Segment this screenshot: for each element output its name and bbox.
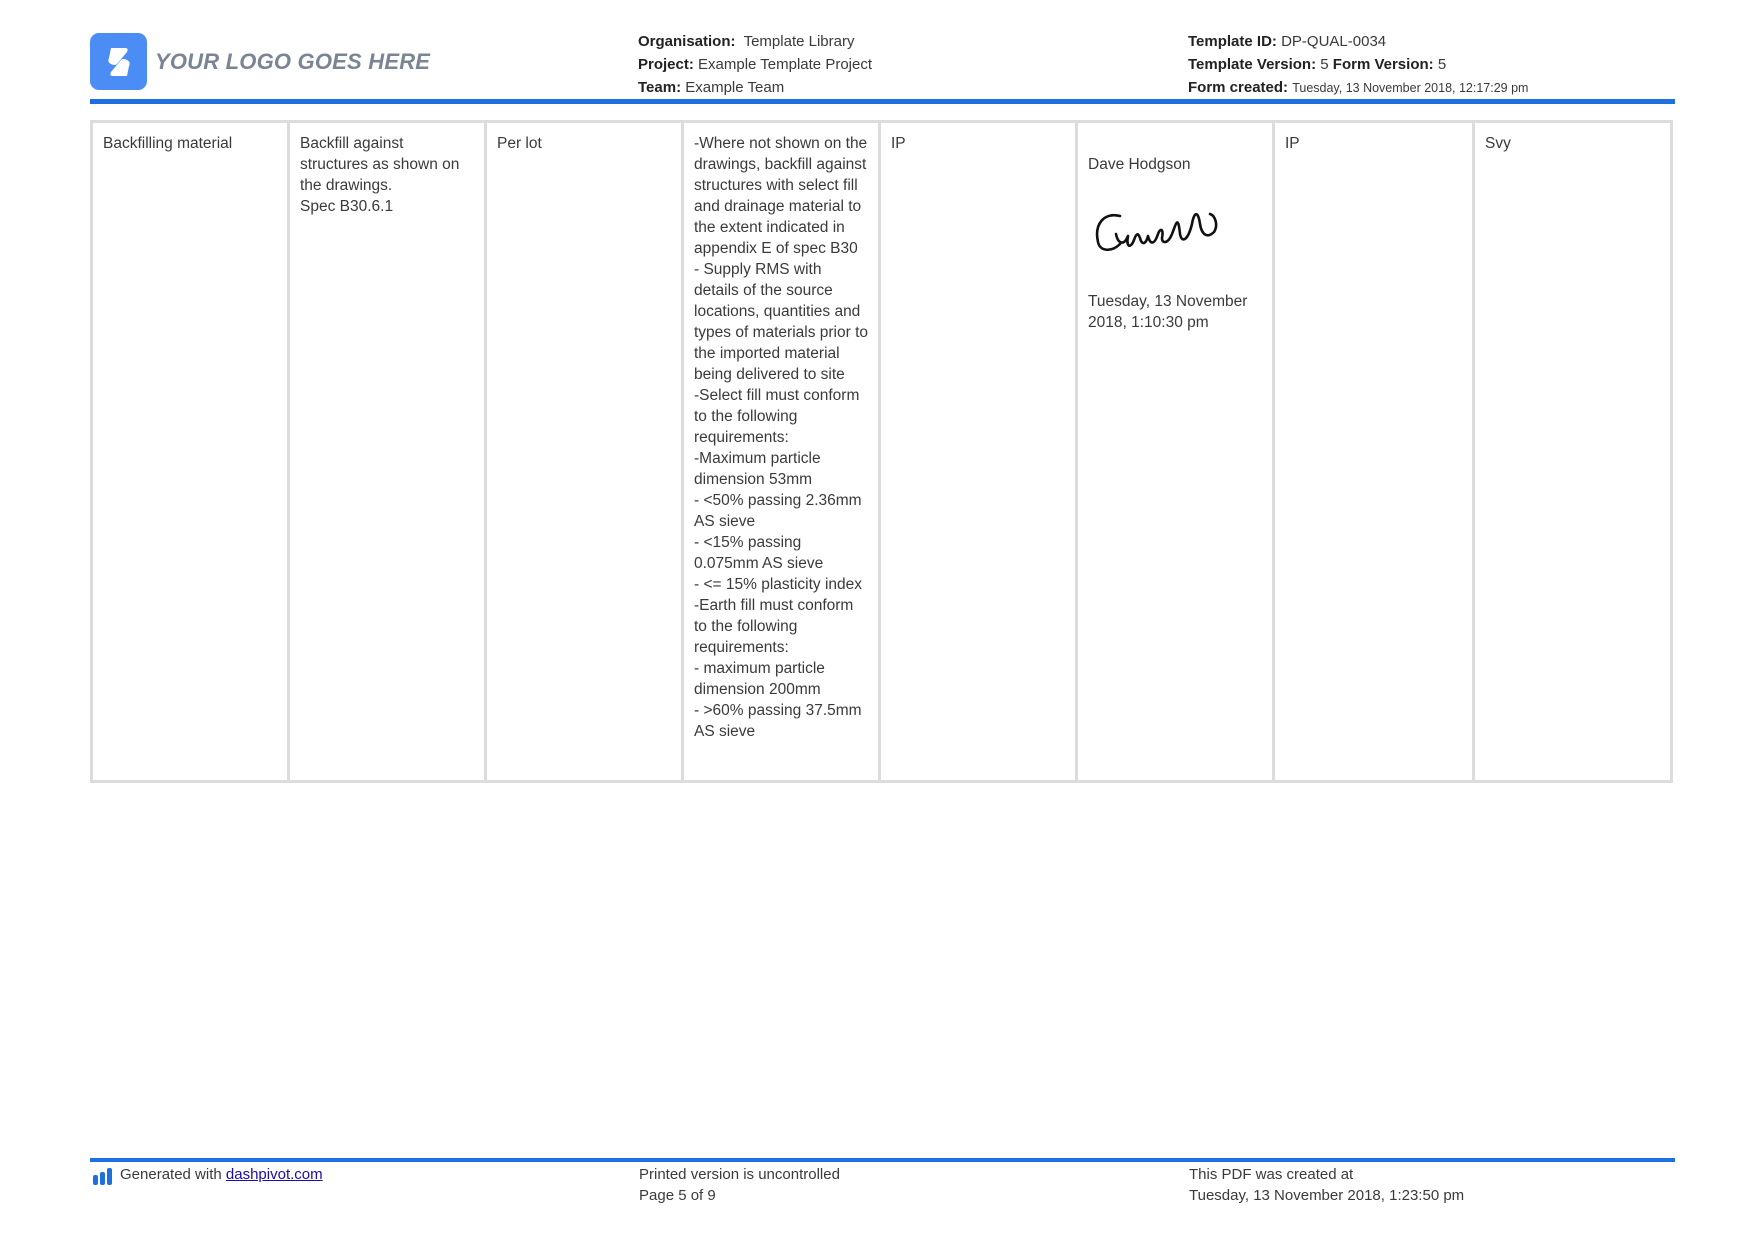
signature-timestamp: Tuesday, 13 November 2018, 1:10:30 pm — [1088, 293, 1248, 331]
version-line — [1188, 53, 1528, 76]
logo — [90, 33, 430, 90]
template-id-line — [1188, 30, 1528, 53]
template-id-value: DP-QUAL-0034 — [1281, 33, 1387, 50]
page-number: Page 5 of 9 — [639, 1187, 716, 1204]
form-version-value: 5 — [1437, 56, 1447, 73]
header-meta-right — [1188, 30, 1528, 100]
template-version-value: 5 — [1320, 56, 1329, 73]
signer-name: Dave Hodgson — [1088, 156, 1191, 173]
signature-image — [1090, 204, 1225, 260]
organisation-label: Organisation: — [638, 33, 736, 50]
generated-prefix: Generated with — [120, 1166, 226, 1183]
responsibility-cell: Svy — [1485, 135, 1511, 152]
template-id-label: Template ID: — [1188, 33, 1277, 50]
project-label: Project: — [638, 56, 694, 73]
form-created-value: Tuesday, 13 November 2018, 12:17:29 pm — [1292, 81, 1529, 95]
project-line — [638, 53, 872, 76]
activity-cell: Backfilling material — [93, 123, 290, 780]
logo-text: YOUR LOGO GOES HERE — [155, 48, 431, 74]
project-value: Example Template Project — [698, 56, 873, 73]
requirement-cell: Backfill against structures as shown on the drawings. Spec B30.6.1 — [290, 123, 487, 780]
frequency-cell: Per lot — [487, 123, 684, 780]
header-meta-left — [638, 30, 872, 99]
generated-with — [92, 1164, 323, 1185]
dashpivot-link[interactable]: dashpivot.com — [225, 1166, 323, 1183]
footer-divider — [90, 1158, 1675, 1162]
footer-right — [1189, 1164, 1464, 1206]
form-version-label: Form Version: — [1332, 56, 1434, 73]
page-header — [90, 30, 1675, 100]
form-created-label: Form created: — [1188, 79, 1289, 96]
team-value: Example Team — [685, 79, 785, 96]
criteria-cell: -Where not shown on the drawings, backfill against structures with select fill and drainage material to the extent indicated in appendix E of spec B30 - Supply RMS with details of the source locations, quantities and types of materials prior to the imported material being delivered to site -Select fill must conform to the following requirements: -Maximum particle dimension 53mm - <50% passing 2.36mm AS sieve - <15% passing 0.075mm AS sieve - <= 15% plasticity index -Earth fill must conform to the following requirements: - maximum particle dimension 200mm - >60% passing 37.5mm AS sieve — [684, 123, 881, 780]
dashpivot-icon — [92, 1167, 114, 1185]
header-divider — [90, 99, 1675, 104]
pdf-created-label: This PDF was created at — [1189, 1166, 1354, 1183]
template-version-label: Template Version: — [1188, 56, 1317, 73]
pdf-created-value: Tuesday, 13 November 2018, 1:23:50 pm — [1189, 1187, 1465, 1204]
signature-cell — [1078, 123, 1275, 780]
point-type-cell: IP — [881, 123, 1078, 780]
form-created-line — [1188, 76, 1528, 100]
itp-table-row — [90, 120, 1673, 783]
team-label: Team: — [638, 79, 682, 96]
team-line — [638, 76, 872, 99]
uncontrolled-notice: Printed version is uncontrolled — [639, 1166, 840, 1183]
organisation-value: Template Library — [743, 33, 855, 50]
organisation-line — [638, 30, 872, 53]
logo-icon — [90, 33, 147, 90]
footer-center — [639, 1164, 840, 1206]
hold-type-cell: IP — [1275, 123, 1475, 780]
